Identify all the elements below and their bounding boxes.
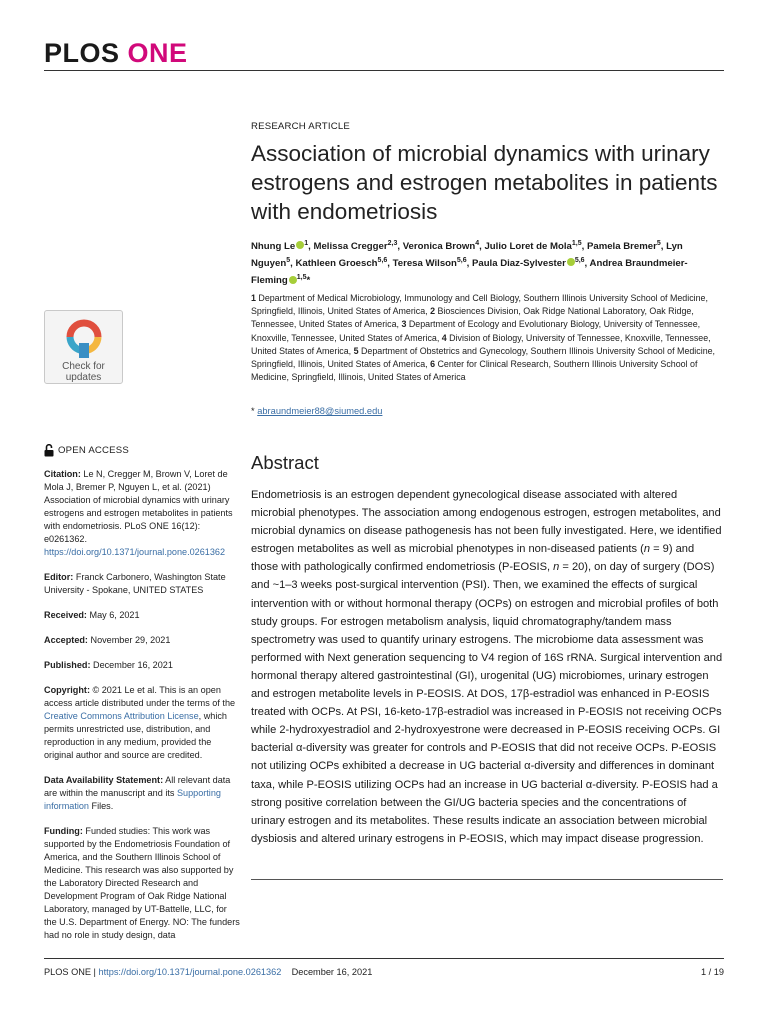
funding-text: Funded studies: This work was supported by the Endometriosis Foundation of America, and the Southern Illinois School of Medicine. This research was also supported by the Laboratory Directed Research and Development Program of Oak Ridge National Laboratory, managed by UT-Battelle, LLC, for the U.S. Department of Energy. NO: The funders had no role in study design, data	[44, 826, 240, 940]
author-separator: ,	[581, 241, 587, 253]
author-affiliation-marker: 4	[475, 240, 480, 247]
affiliation-text: Department of Medical Microbiology, Immunology and Cell Biology, Southern Illinois University School of Medicine, Springfield, Illinois, United States of America,	[251, 293, 708, 317]
published-date: December 16, 2021	[93, 660, 173, 670]
author-affiliation-marker: 5,6	[574, 257, 585, 265]
affiliations	[251, 292, 723, 384]
author-affiliation-marker: 1,5	[571, 240, 582, 247]
orcid-icon[interactable]	[567, 258, 575, 266]
received-date: May 6, 2021	[89, 610, 140, 620]
author-affiliation-marker: 1	[304, 240, 309, 247]
editor-block	[44, 571, 240, 597]
abstract-heading: Abstract	[251, 452, 319, 473]
received-label: Received:	[44, 610, 87, 620]
accepted-date: November 29, 2021	[90, 635, 171, 645]
journal-logo-one: ONE	[127, 38, 188, 68]
affiliation-text: Center for Clinical Research, Southern Illinois University School of Medicine, Springfield, Illinois, United States of America	[251, 359, 698, 383]
author-affiliation-marker: 5	[656, 240, 661, 247]
affiliation-number: 5	[353, 345, 359, 356]
affiliation-number: 1	[251, 293, 256, 303]
author-affiliation-marker: 1,5	[296, 274, 307, 282]
copyright-label: Copyright:	[44, 685, 90, 695]
page-number: 1 / 19	[701, 967, 724, 977]
author-separator: *	[306, 275, 311, 287]
author-affiliation-marker: 5,6	[456, 257, 467, 265]
correspondence-email-link[interactable]: abraundmeier88@siumed.edu	[257, 406, 383, 416]
article-sidebar	[44, 444, 240, 954]
author-separator: ,	[387, 258, 393, 270]
footer-doi-link[interactable]: https://doi.org/10.1371/journal.pone.0261362	[98, 967, 282, 977]
author-separator: ,	[308, 241, 314, 253]
affiliation-text: Division of Biology, University of Tennessee, Knoxville, Tennessee, United States of America,	[251, 332, 711, 356]
author-affiliation-marker: 2,3	[387, 240, 398, 247]
data-availability-block	[44, 774, 240, 813]
author-name: Lyn Nguyen	[251, 241, 683, 270]
author-affiliation-marker: 5	[286, 257, 291, 265]
copyright-text-rest: , which permits unrestricted use, distribution, and reproduction in any medium, provided the original author and source are credited.	[44, 711, 227, 760]
affiliation-number: 2	[430, 306, 436, 317]
footer-divider	[44, 958, 724, 959]
copyright-block	[44, 684, 240, 762]
affiliation-text: Department of Obstetrics and Gynecology, Southern Illinois University School of Medicine, Springfield, Illinois, United States of America,	[251, 345, 716, 370]
license-link[interactable]: Creative Commons Attribution License	[44, 711, 199, 721]
author-list	[251, 237, 723, 289]
crossmark-icon	[64, 317, 104, 359]
open-access-label: OPEN ACCESS	[58, 445, 129, 456]
article-title: Association of microbial dynamics with urinary estrogens and estrogen metabolites in patients with endometriosis	[251, 141, 718, 224]
author-name: Paula Diaz-Sylvester	[471, 258, 566, 270]
author-separator: ,	[584, 258, 590, 270]
citation-label: Citation:	[44, 469, 81, 479]
received-block	[44, 609, 240, 622]
masthead	[44, 38, 724, 68]
journal-logo-plos: PLOS	[44, 38, 120, 68]
open-lock-icon	[44, 444, 54, 457]
data-availability-text-rest: Files.	[91, 801, 114, 811]
author-name: Melissa Cregger	[313, 241, 388, 253]
affiliation-number: 6	[430, 359, 436, 370]
supporting-information-link[interactable]: Supporting information	[44, 788, 221, 811]
published-block	[44, 659, 240, 672]
funding-label: Funding:	[44, 826, 83, 836]
funding-block	[44, 825, 240, 942]
accepted-label: Accepted:	[44, 635, 88, 645]
footer-separator: |	[93, 967, 96, 977]
citation-text: Le N, Cregger M, Brown V, Loret de Mola J, Bremer P, Nguyen L, et al. (2021) Association of microbial dynamics with urinary estrogens and estrogen metabolites in patients with endometriosis. PLoS ONE 16(12): e0261362.	[44, 469, 233, 544]
author-separator: ,	[290, 258, 296, 270]
page-footer	[44, 967, 724, 977]
correspondence	[251, 406, 723, 416]
affiliation-text: Biosciences Division, Oak Ridge National Laboratory, Oak Ridge, Tennessee, United States of America,	[251, 306, 694, 330]
affiliation-number: 4	[441, 332, 447, 343]
footer-date: December 16, 2021	[291, 967, 373, 977]
editor-label: Editor:	[44, 572, 74, 582]
author-separator: ,	[479, 241, 485, 253]
open-access-row	[44, 444, 240, 457]
published-label: Published:	[44, 660, 91, 670]
article-type: RESEARCH ARTICLE	[251, 121, 350, 132]
author-name: Teresa Wilson	[392, 258, 457, 270]
author-separator: ,	[397, 241, 403, 253]
accepted-block	[44, 634, 240, 647]
masthead-divider	[44, 70, 724, 71]
author-name: Pamela Bremer	[586, 241, 657, 253]
affiliation-number: 3	[401, 319, 407, 330]
copyright-text: © 2021 Le et al. This is an open access article distributed under the terms of the	[44, 685, 236, 708]
author-name: Nhung Le	[251, 241, 296, 253]
author-separator: ,	[466, 258, 472, 270]
data-availability-label: Data Availability Statement:	[44, 775, 164, 785]
check-for-updates-badge[interactable]	[44, 310, 123, 384]
author-name: Andrea Braundmeier-Fleming	[251, 258, 688, 287]
orcid-icon[interactable]	[289, 276, 297, 284]
author-affiliation-marker: 5,6	[377, 257, 388, 265]
author-separator: ,	[660, 241, 667, 253]
editor-text: Franck Carbonero, Washington State University - Spokane, UNITED STATES	[44, 572, 226, 595]
author-name: Julio Loret de Mola	[484, 241, 572, 253]
abstract-text: Endometriosis is an estrogen dependent gynecological disease associated with altered microbial phenotypes. The association among endogenous estrogen, estrogen metabolites, and microbial dynamics on disease pathogenesis has not been fully investigated. Here, we identified estrogen metabolites as well as microbial phenotypes in non-diseased patients (n = 9) and those with pathologically confirmed endometriosis (P-EOSIS, n = 20), on day of surgery (DOS) and ~1–3 weeks post-surgical intervention (PSI). Then, we examined the effects of surgical intervention with or without hormonal therapy (OCPs) on estrogen and microbial profiles of both study groups. For estrogen metabolism analysis, liquid chromatography/tandem mass spectrometry was used to quantify urinary estrogens. The microbiome data assessment was performed with Next generation sequencing to V4 region of 16S rRNA. Surgical intervention and hormonal therapy altered gastrointestinal (GI), urogenital (UG) microbiomes, urinary estrogen and estrogen metabolite levels in P-EOSIS. At DOS, 17β-estradiol was enhanced in P-EOSIS treated with OCPs. At PSI, 16-keto-17β-estradiol was increased in P-EOSIS not receiving OCPs while 2-hydroxyestradiol and 2-hydroxyestrone were decreased in P-EOSIS receiving OCPs. GI bacterial α-diversity was greater for controls and P-EOSIS that did not receive OCPs. P-EOSIS not utilizing OCPs exhibited a decrease in UG bacterial α-diversity and differences in dominant taxa, while P-EOSIS utilizing OCPs had an increase in UG bacterial α-diversity. P-EOSIS had a strong positive correlation between the GI/UG bacteria species and the concentrations of urinary estrogen and its metabolites. These results indicate an association between microbial dysbiosis and altered urinary estrogens in P-EOSIS, which may impact disease progression.	[251, 489, 723, 845]
journal-logo[interactable]	[44, 38, 724, 68]
data-availability-text: All relevant data are within the manuscript and its	[44, 775, 231, 798]
citation-block	[44, 468, 240, 559]
author-name: Kathleen Groesch	[295, 258, 378, 270]
affiliation-text: Department of Ecology and Evolutionary Biology, University of Tennessee, Knoxville, Tennessee, United States of America,	[251, 319, 701, 343]
author-name: Veronica Brown	[402, 241, 476, 253]
footer-journal: PLOS ONE	[44, 967, 91, 977]
abstract-divider	[251, 879, 723, 880]
citation-doi-link[interactable]: https://doi.org/10.1371/journal.pone.0261362	[44, 547, 226, 557]
correspondence-mark: *	[251, 406, 255, 416]
check-for-updates-label: Check for updates	[62, 361, 105, 383]
